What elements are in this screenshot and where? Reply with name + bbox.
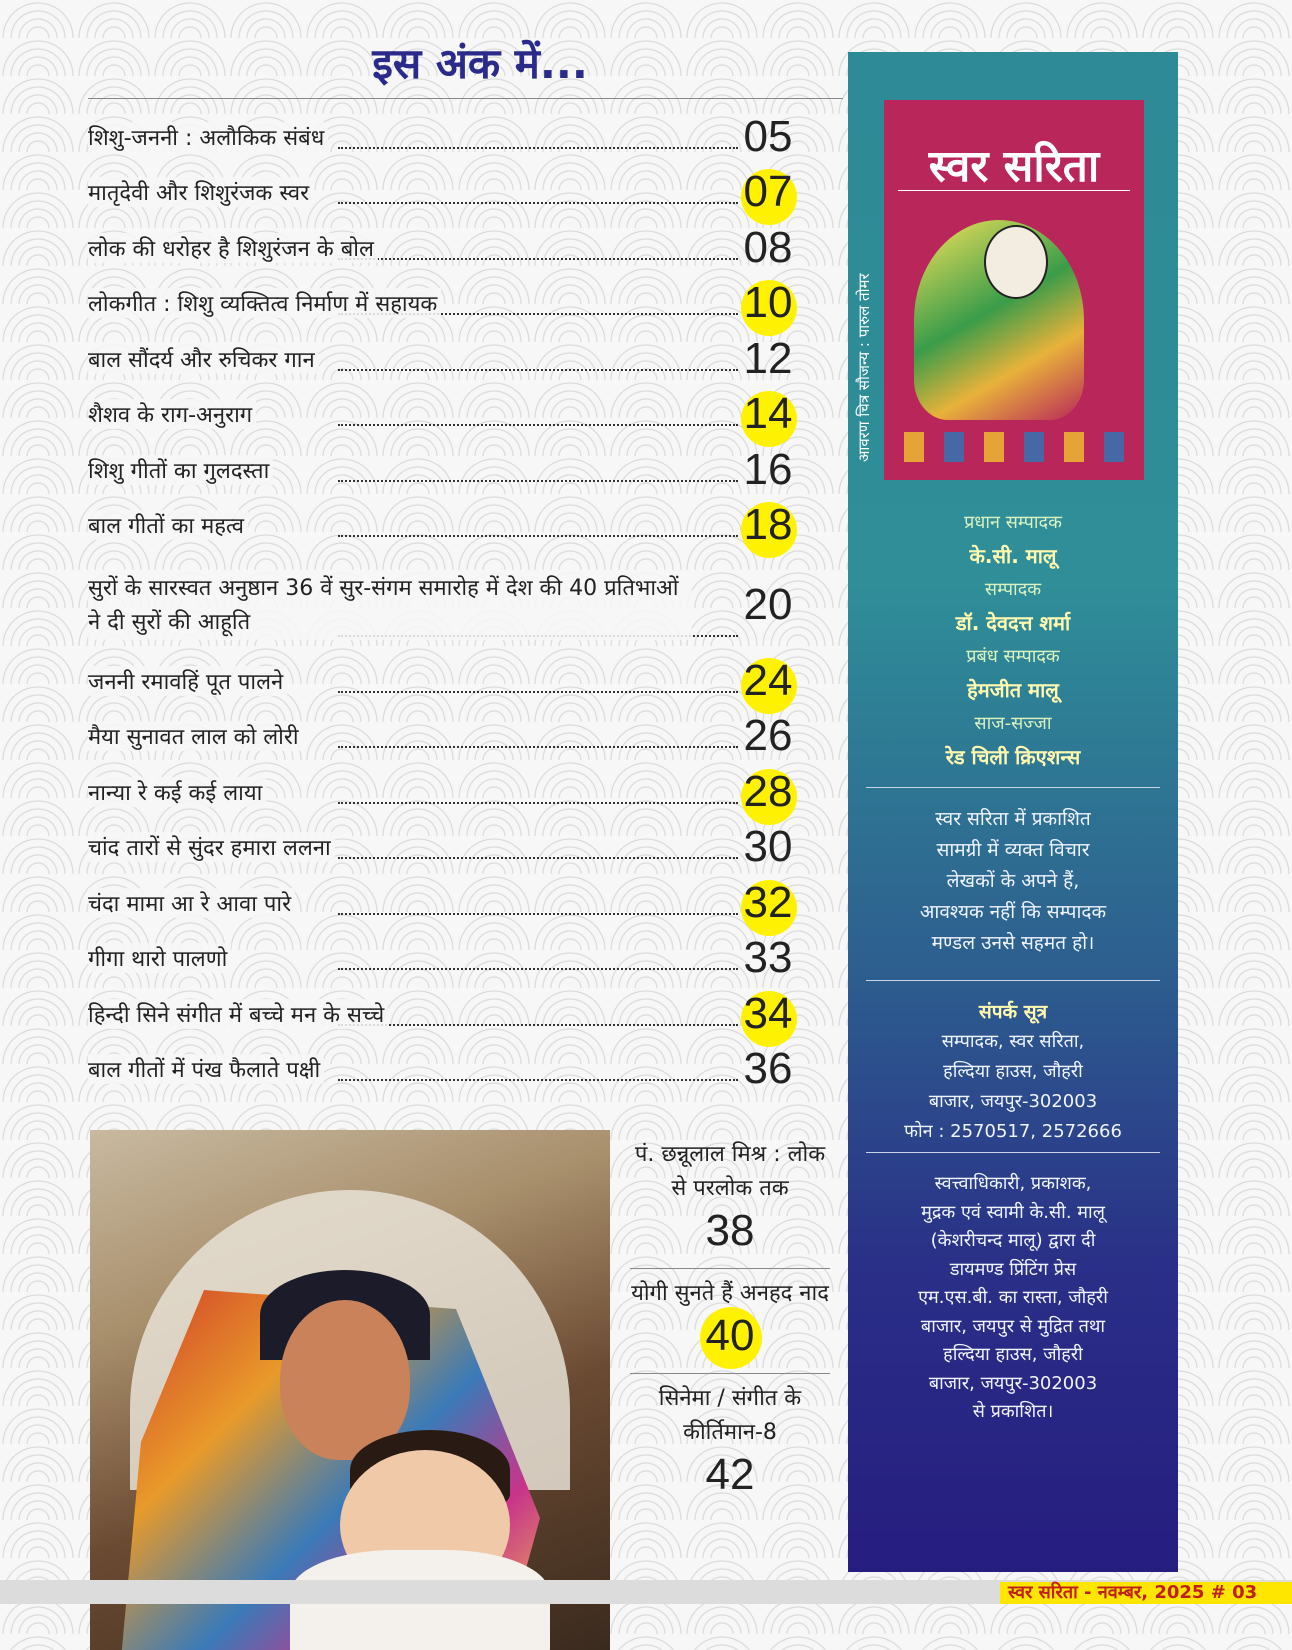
toc-leader-dots [338,424,738,426]
toc-leader-dots [338,802,738,804]
mother-child-illustration [90,1130,610,1650]
toc-row[interactable] [88,874,823,930]
toc-page-number: 30 [743,822,793,871]
footer-text: स्वर सरिता - नवम्बर, 2025 # [1008,1582,1233,1603]
chief-editor-name: के.सी. मालू [969,544,1057,568]
toc-list [88,108,823,1096]
text-line: मण्डल उनसे सहमत हो। [931,932,1095,954]
toc-row[interactable] [88,386,823,442]
toc-row[interactable] [88,108,823,164]
side-toc-title: योगी सुनते हैं अनहद नाद [631,1281,829,1306]
text-line: फोन : 2570517, 2572666 [904,1121,1122,1142]
toc-row[interactable] [88,763,823,819]
toc-leader-dots [338,147,738,149]
toc-title: लोक की धरोहर है शिशुरंजन के बोल [88,233,378,263]
toc-title: शिशु-जननी : अलौकिक संबंध [88,122,328,152]
toc-title: सुरों के सारस्वत अनुष्ठान 36 वें सुर-संगम समारोह में देश की 40 प्रतिभाओं ने दी सुरों की आहूति [88,572,692,640]
toc-title: बाल गीतों का महत्व [88,510,248,540]
toc-page-number: 18 [733,500,803,550]
contact-block [868,997,1158,1147]
page-heading: इस अंक में... [372,39,588,88]
toc-row[interactable] [88,164,823,220]
text-line: डायमण्ड प्रिंटिंग प्रेस [949,1258,1077,1280]
toc-title: जननी रमावहिं पूत पालने [88,666,287,696]
toc-leader-dots [338,968,738,970]
toc-page-number: 28 [733,767,803,817]
manager-name: हेमजीत मालू [967,678,1059,702]
toc-row[interactable] [88,219,823,275]
toc-row[interactable] [88,1041,823,1097]
cover-face [984,225,1048,299]
toc-leader-dots [338,913,738,915]
text-line: बाजार, जयपुर-302003 [928,1091,1098,1112]
imprint-block [868,1170,1158,1427]
heading-divider [88,98,843,99]
toc-page-number: 32 [733,878,803,928]
toc-leader-dots [338,746,738,748]
toc-leader-dots [338,1024,738,1026]
toc-title: गीगा थारो पालणो [88,943,231,973]
manager-role: प्रबंध सम्पादक [966,646,1060,667]
text-line: लेखकों के अपने हैं, [946,870,1080,892]
toc-title: नान्या रे कई कई लाया [88,777,266,807]
chief-editor-role: प्रधान सम्पादक [964,512,1062,533]
toc-row[interactable] [88,330,823,386]
editor-name: डॉ. देवदत्त शर्मा [955,611,1071,635]
toc-row[interactable] [88,930,823,986]
toc-leader-dots [338,535,738,537]
toc-leader-dots [338,202,738,204]
contact-title: संपर्क सूत्र [978,1001,1048,1023]
cover-meta-line [898,190,1130,191]
toc-title: बाल गीतों में पंख फैलाते पक्षी [88,1054,324,1084]
text-line: आवश्यक नहीं कि सम्पादक [919,901,1107,923]
toc-page-number: 14 [733,389,803,439]
toc-row[interactable] [88,275,823,331]
toc-page-number: 26 [743,711,793,760]
toc-title: मैया सुनावत लाल को लोरी [88,721,303,751]
text-line: सम्पादक, स्वर सरिता, [941,1031,1085,1052]
page-footer [1000,1582,1292,1604]
toc-row[interactable] [88,652,823,708]
toc-row[interactable] [88,985,823,1041]
text-line: स्वत्त्वाधिकारी, प्रकाशक, [934,1173,1092,1194]
toc-leader-dots [338,369,738,371]
toc-title: शिशु गीतों का गुलदस्ता [88,455,273,485]
toc-row[interactable] [88,708,823,764]
text-line: (केशरीचन्द मालू) द्वारा दी [930,1230,1096,1251]
toc-row[interactable] [88,497,823,553]
staff-credits [848,502,1178,770]
toc-leader-dots [338,258,738,260]
text-line: बाजार, जयपुर-302003 [928,1372,1098,1394]
text-line: एम.एस.बी. का रास्ता, जौहरी [918,1287,1108,1308]
text-line: स्वर सरिता में प्रकाशित [935,808,1091,830]
design-name: रेड चिली क्रिएशन्स [945,745,1081,769]
side-toc-page-number: 42 [705,1450,755,1499]
toc-page-number: 05 [743,111,793,161]
toc-leader-dots [338,480,738,482]
side-toc-item[interactable] [630,1374,830,1512]
toc-title: शैशव के राग-अनुराग [88,399,256,429]
footer-page-number: 03 [1232,1582,1258,1603]
toc-title: बाल सौंदर्य और रुचिकर गान [88,344,319,374]
panel-divider [866,980,1160,981]
design-role: साज-सज्जा [974,713,1052,734]
text-line: बाजार, जयपुर से मुद्रित तथा [920,1315,1106,1337]
toc-page-number: 20 [743,580,793,629]
toc-leader-dots [338,1079,738,1081]
editor-role: सम्पादक [984,579,1042,600]
side-toc-title: पं. छन्नूलाल मिश्र : लोक से परलोक तक [634,1142,826,1201]
toc-title: लोकगीत : शिशु व्यक्तित्व निर्माण में सहायक [88,288,441,318]
side-toc-item[interactable] [630,1269,830,1374]
toc-leader-dots [338,691,738,693]
side-toc-item[interactable] [630,1130,830,1269]
toc-page-number: 34 [733,989,803,1039]
toc-page-number: 36 [743,1044,793,1093]
toc-title: चांद तारों से सुंदर हमारा ललना [88,832,335,862]
text-line: हल्दिया हाउस, जौहरी [943,1344,1083,1365]
toc-row[interactable] [88,819,823,875]
toc-row[interactable] [88,552,823,652]
cover-title: स्वर सरिता [928,141,1100,192]
toc-title: मातृदेवी और शिशुरंजक स्वर [88,177,313,207]
text-line: से प्रकाशित। [972,1401,1054,1422]
panel-divider [866,787,1160,788]
text-line: हल्दिया हाउस, जौहरी [943,1061,1083,1082]
cover-toys [904,432,1124,462]
toc-leader-dots [338,857,738,859]
text-line: मुद्रक एवं स्वामी के.सी. मालू [921,1201,1105,1223]
side-toc-page-number: 38 [705,1206,755,1255]
toc-page-number: 08 [743,222,793,272]
toc-row[interactable] [88,441,823,497]
text-line: सामग्री में व्यक्त विचार [936,839,1090,861]
toc-page-number: 12 [743,333,793,383]
side-toc-list [630,1130,830,1512]
masthead-panel [848,52,1178,1572]
panel-divider [866,1152,1160,1153]
cover-thumbnail[interactable] [884,100,1144,480]
toc-page-number: 10 [733,278,803,328]
side-toc-title: सिनेमा / संगीत के कीर्तिमान-8 [658,1386,802,1445]
disclaimer [868,804,1158,959]
toc-title: हिन्दी सिने संगीत में बच्चे मन के सच्चे [88,999,388,1029]
toc-title: चंदा मामा आ रे आवा पारे [88,888,295,918]
toc-page-number: 07 [733,167,803,217]
cover-credit: आवरण चित्र सौजन्य : पारुल तोमर [855,273,873,462]
toc-page-number: 33 [743,933,793,982]
side-toc-page-number: 40 [705,1311,755,1360]
toc-page-number: 16 [743,444,793,494]
toc-page-number: 24 [733,656,803,706]
